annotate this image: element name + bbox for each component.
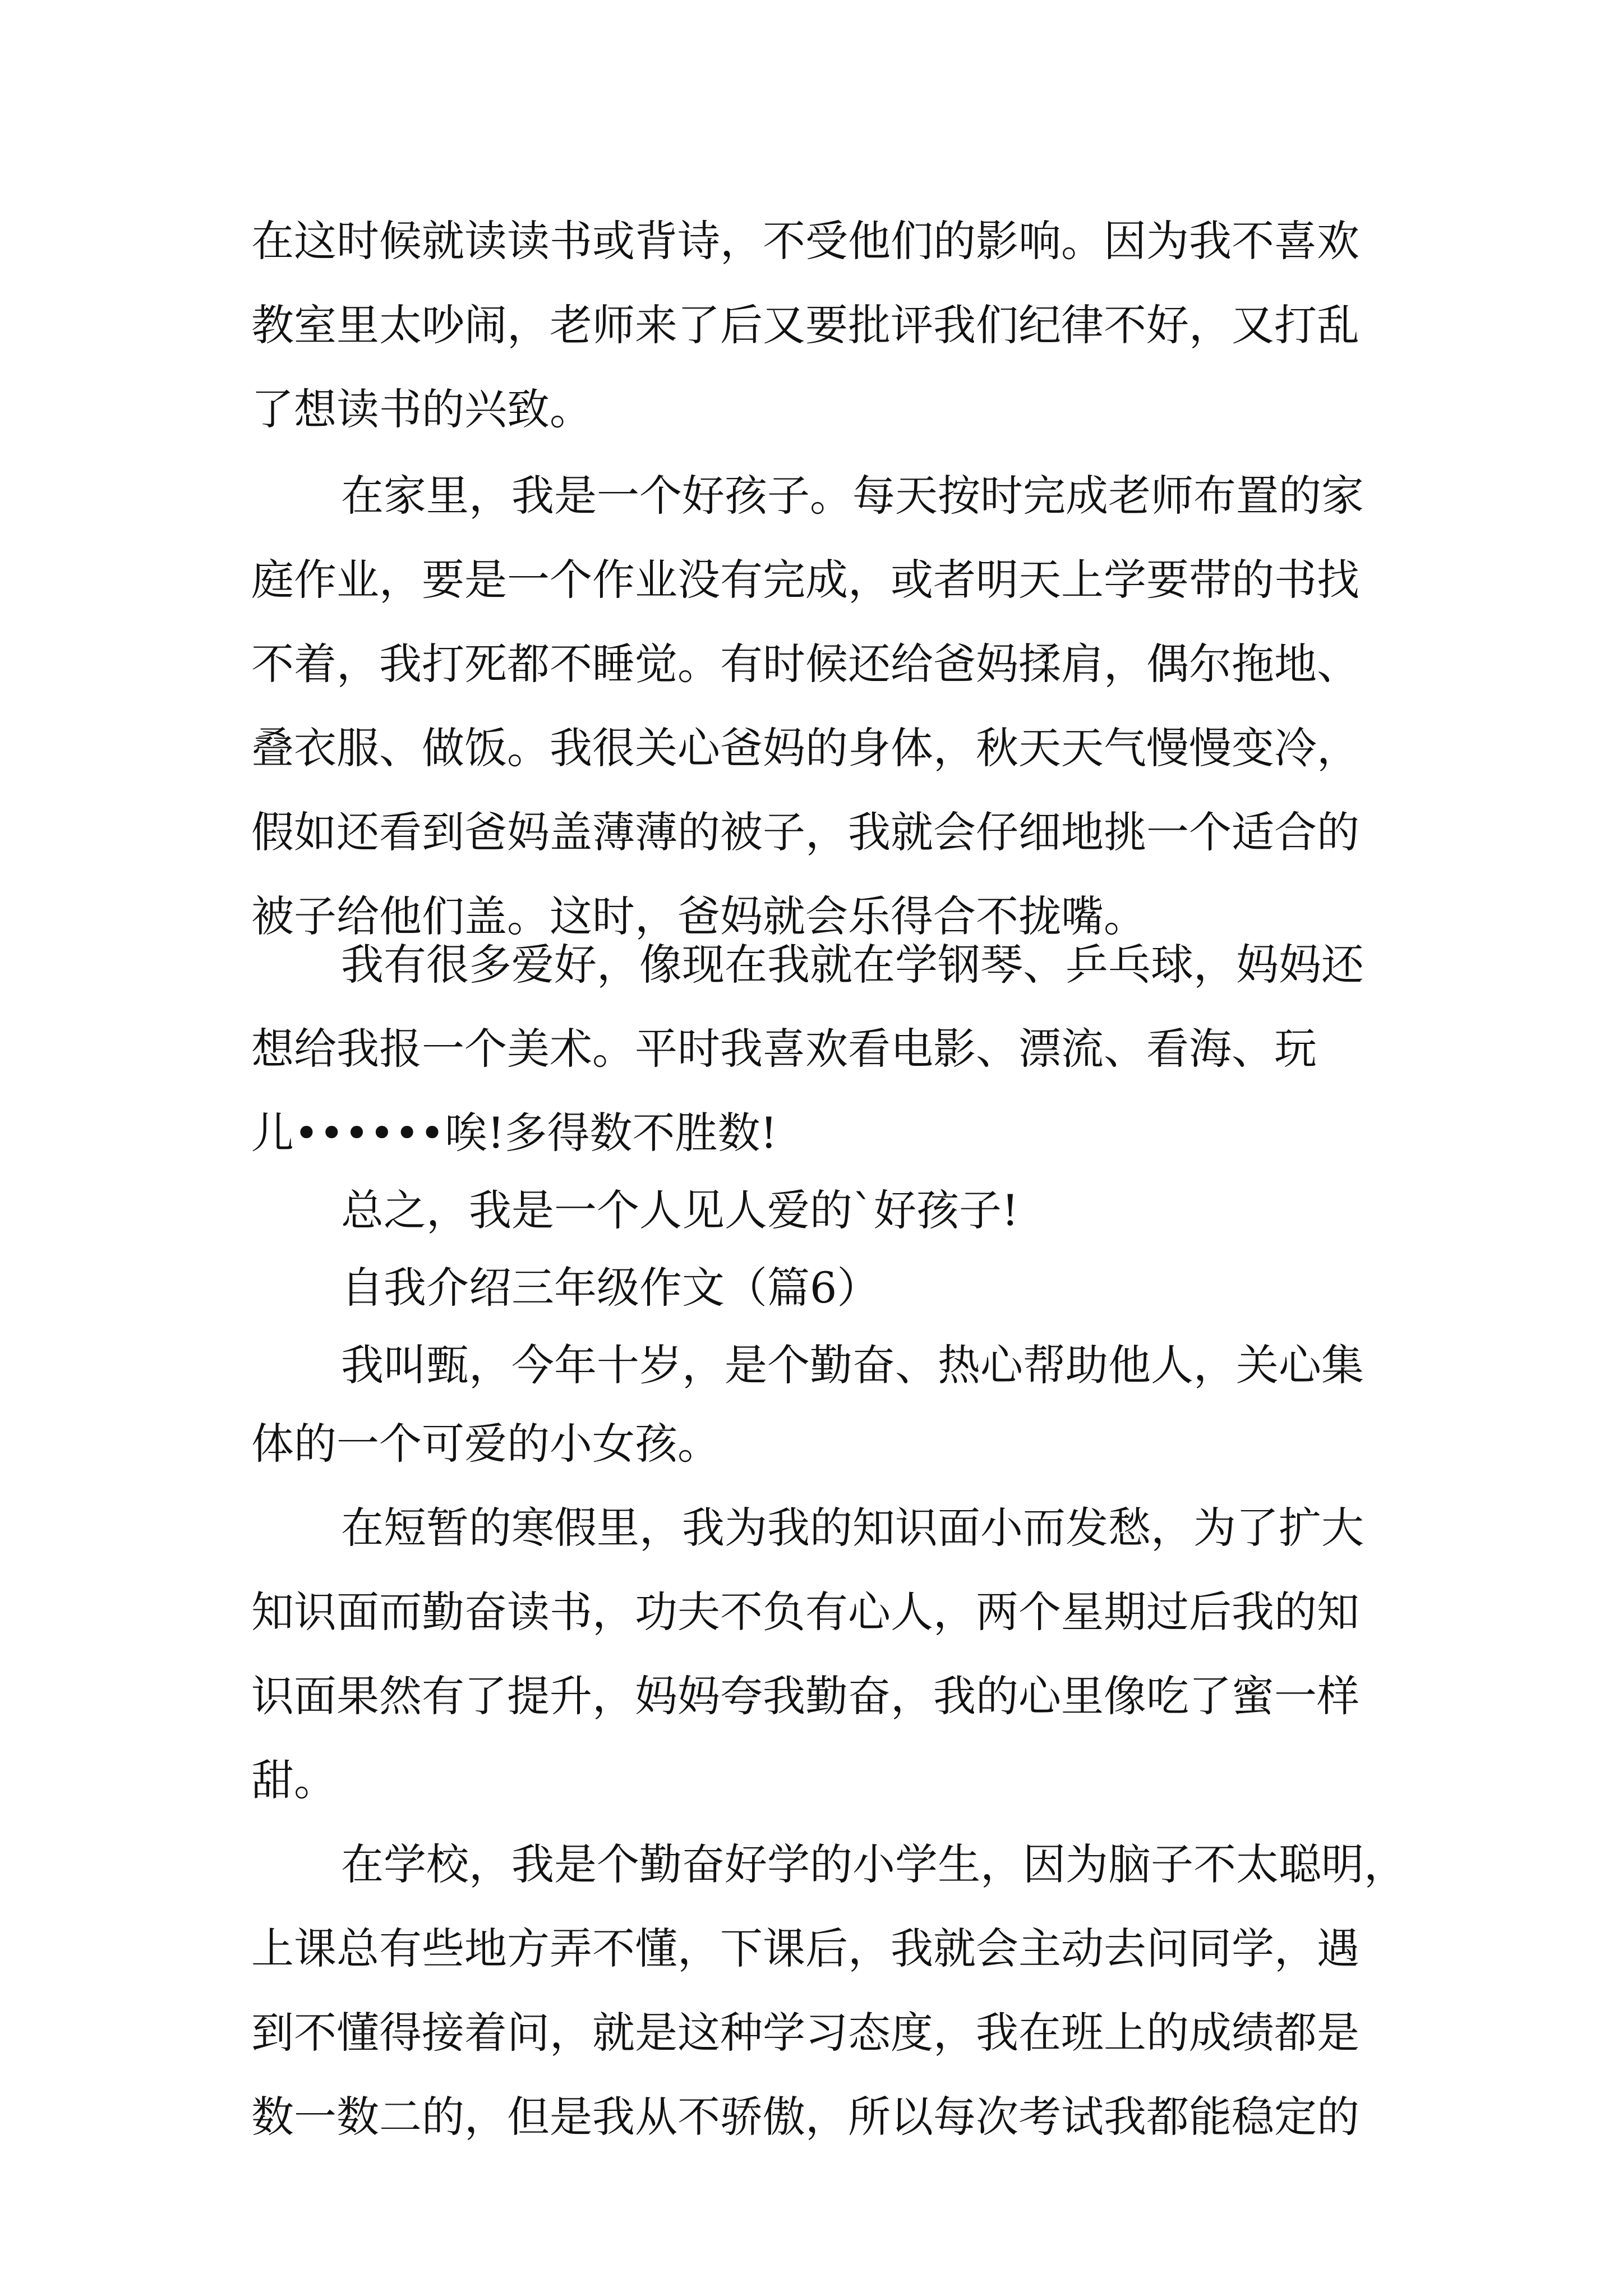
text-line: 到不懂得接着问，就是这种学习态度，我在班上的成绩都是 [251, 2008, 1359, 2058]
paragraph-start-line: 我有很多爱好，像现在我就在学钢琴、乒乓球，妈妈还 [341, 940, 1364, 990]
paragraph-start-line: 我叫甄，今年十岁，是个勤奋、热心帮助他人，关心集 [341, 1340, 1364, 1390]
text-line: 儿••••••唉!多得数不胜数! [251, 1108, 778, 1158]
text-line: 假如还看到爸妈盖薄薄的被子，我就会仔细地挑一个适合的 [251, 807, 1359, 857]
text-line: 想给我报一个美术。平时我喜欢看电影、漂流、看海、玩 [251, 1024, 1317, 1074]
text-line: 甜。 [251, 1755, 336, 1805]
paragraph-start-line: 在家里，我是一个好孩子。每天按时完成老师布置的家 [341, 471, 1364, 521]
paragraph-start-line: 在短暂的寒假里，我为我的知识面小而发愁，为了扩大 [341, 1503, 1364, 1553]
text-line: 上课总有些地方弄不懂，下课后，我就会主动去问同学，遇 [251, 1924, 1359, 1973]
paragraph-start-line: 在学校，我是个勤奋好学的小学生，因为脑子不太聪明， [341, 1839, 1407, 1889]
text-line: 教室里太吵闹，老师来了后又要批评我们纪律不好，又打乱 [251, 300, 1359, 350]
text-line: 数一数二的，但是我从不骄傲，所以每次考试我都能稳定的 [251, 2092, 1359, 2142]
text-line: 不着，我打死都不睡觉。有时候还给爸妈揉肩，偶尔拖地、 [251, 639, 1359, 689]
text-line: 在这时候就读读书或背诗，不受他们的影响。因为我不喜欢 [251, 216, 1359, 266]
paragraph-start-line: 总之，我是一个人见人爱的`好孩子! [341, 1185, 1019, 1235]
text-line: 叠衣服、做饭。我很关心爸妈的身体，秋天天气慢慢变冷， [251, 723, 1359, 773]
section-heading: 自我介绍三年级作文（篇6） [341, 1263, 880, 1313]
text-line: 被子给他们盖。这时，爸妈就会乐得合不拢嘴。 [251, 891, 1146, 941]
text-line: 知识面而勤奋读书，功夫不负有心人，两个星期过后我的知 [251, 1587, 1359, 1637]
text-line: 识面果然有了提升，妈妈夸我勤奋，我的心里像吃了蜜一样 [251, 1671, 1359, 1721]
text-line: 了想读书的兴致。 [251, 384, 592, 434]
text-line: 庭作业，要是一个作业没有完成，或者明天上学要带的书找 [251, 555, 1359, 605]
text-line: 体的一个可爱的小女孩。 [251, 1419, 720, 1469]
